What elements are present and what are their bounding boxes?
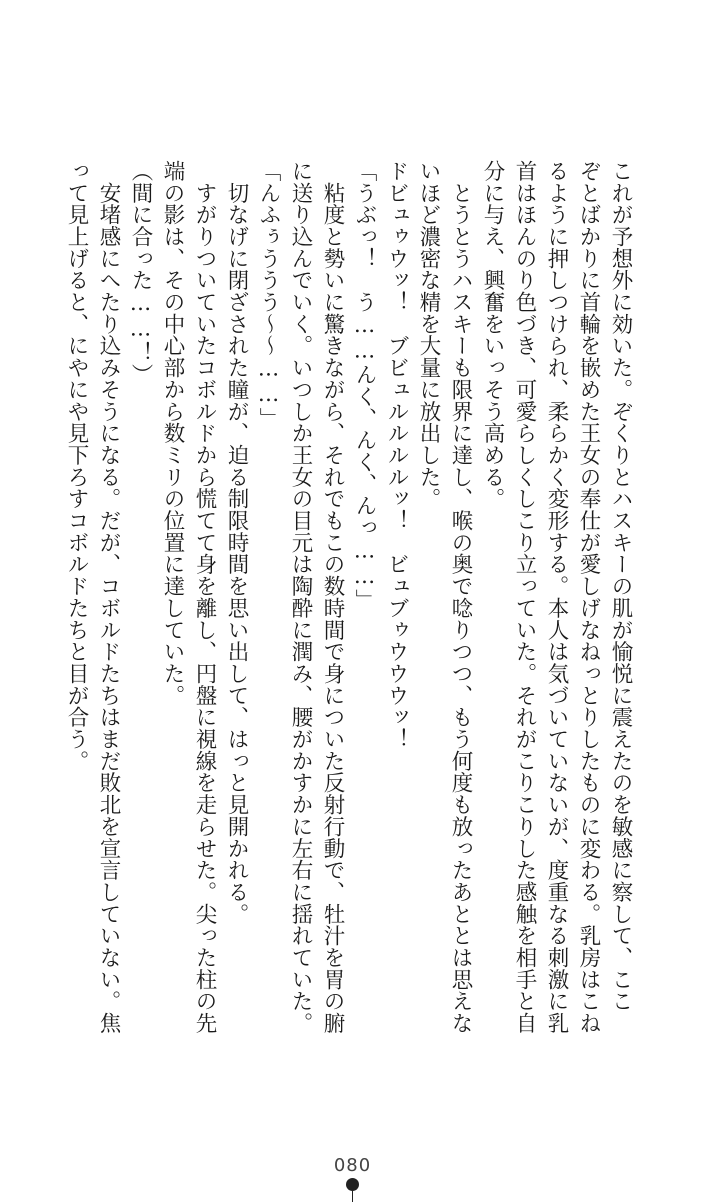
text-line: 切なげに閉ざされた瞳が、迫る制限時間を思い出して、はっと見開かれる。	[224, 160, 249, 925]
text-line: （間に合った……！）	[128, 160, 153, 386]
text-line: 「んふぅううう～～……」	[256, 160, 281, 430]
text-line: に送り込んでいく。いつしか王女の目元は陶酔に潤み、腰がかすかに左右に揺れていた。	[288, 160, 313, 1034]
text-line: ドビュゥウッ！ ブビュルルルルッ！ ビュブゥウウウッ！	[384, 160, 409, 750]
text-line: 粘度と勢いに驚きながら、それでもこの数時間で身についた反射行動で、牡汁を胃の腑	[320, 160, 345, 1034]
text-line: 端の影は、その中心部から数ミリの位置に達していた。	[160, 160, 185, 707]
text-line: 首はほんのり色づき、可愛らしくしこり立っていた。それがこりこりした感触を相手と自	[512, 160, 537, 1034]
text-line: すがりついていたコボルドから慌てて身を離し、円盤に視線を走らせた。尖った柱の先	[192, 160, 217, 1034]
text-line: いほど濃密な精を大量に放出した。	[416, 160, 441, 510]
body-text	[55, 160, 635, 1090]
text-line: ぞとばかりに首輪を嵌めた王女の奉仕が愛しげなねっとりしたものに変わる。乳房はこね	[576, 160, 601, 1034]
text-line: 分に与え、興奮をいっそう高める。	[480, 160, 505, 510]
text-line: って見上げると、にやにや見下ろすコボルドたちと目が合う。	[64, 160, 89, 772]
text-line: るように押しつけられ、柔らかく変形する。本人は気づいていないが、度重なる刺激に乳	[544, 160, 569, 1034]
page-marker-icon	[346, 1178, 359, 1200]
text-line: 「うぶっ！ う……んく、んく、んっ……」	[352, 160, 377, 611]
text-line: これが予想外に効いた。ぞくりとハスキーの肌が愉悦に震えたのを敏感に察して、ここ	[608, 160, 633, 1013]
text-line: 安堵感にへたり込みそうになる。だが、コボルドたちはまだ敗北を宣言していない。焦	[96, 160, 121, 1034]
page-number: 080	[333, 1155, 372, 1176]
text-line: とうとうハスキーも限界に達し、喉の奥で唸りつつ、もう何度も放ったあととは思えな	[448, 160, 473, 1034]
